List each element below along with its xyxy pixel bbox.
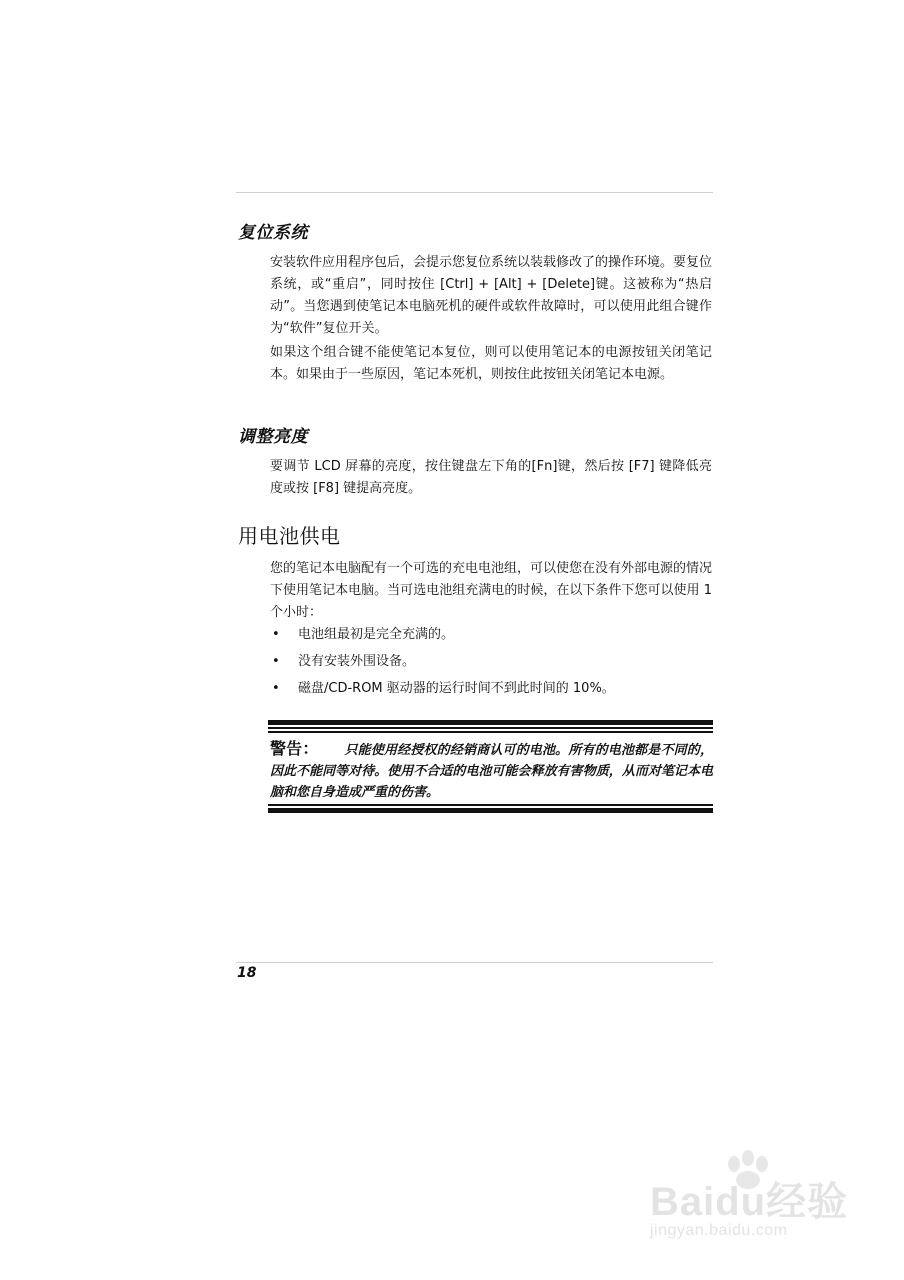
battery-conditions-list (270, 624, 712, 705)
warning-top-rule (268, 720, 713, 733)
list-item-text: 电池组最初是完全充满的。 (298, 627, 455, 642)
bullet-icon: • (272, 627, 280, 642)
heading-adjust-brightness: 调整亮度 (238, 427, 308, 447)
warning-bottom-rule (268, 804, 713, 813)
bullet-icon: • (272, 681, 280, 696)
footer-divider (236, 962, 713, 963)
watermark-url: jingyan.baidu.com (650, 1222, 788, 1239)
page-number: 18 (237, 965, 257, 981)
baidu-watermark (640, 1150, 860, 1250)
reset-paragraph-1: 安装软件应用程序包后，会提示您复位系统以装载修改了的操作环境。要复位系统，或“重启”，同时按住 [Ctrl] + [Alt] + [Delete]键。这被称为“热启动”。当您遇到使笔记本电脑死机的硬件或软件故障时，可以使用此组合键作为“软件”复位开关。 (270, 255, 713, 336)
reset-paragraph-2: 如果这个组合键不能使笔记本复位，则可以使用笔记本的电源按钮关闭笔记本。如果由于一些原因，笔记本死机，则按住此按钮关闭笔记本电源。 (270, 345, 712, 382)
watermark-brand: Baidu经验 (650, 1180, 849, 1224)
header-divider (236, 192, 713, 193)
list-item-text: 没有安装外围设备。 (298, 654, 416, 669)
warning-text: 只能使用经授权的经销商认可的电池。所有的电池都是不同的，因此不能同等对待。使用不合适的电池可能会释放有害物质，从而对笔记本电脑和您自身造成严重的伤害。 (270, 743, 713, 800)
bullet-icon: • (272, 654, 280, 669)
battery-paragraph: 您的笔记本电脑配有一个可选的充电电池组，可以使您在没有外部电源的情况下使用笔记本电脑。当可选电池组充满电的时候，在以下条件下您可以使用 1 个小时： (270, 561, 713, 620)
list-item (270, 678, 712, 705)
warning-label: 警告： (270, 739, 319, 758)
list-item (270, 624, 712, 651)
list-item (270, 651, 712, 678)
heading-battery-power: 用电池供电 (238, 524, 341, 548)
heading-reset-system: 复位系统 (238, 223, 308, 243)
brightness-paragraph: 要调节 LCD 屏幕的亮度，按住键盘左下角的[Fn]键，然后按 [F7] 键降低亮度或按 [F8] 键提高亮度。 (270, 459, 712, 496)
list-item-text: 磁盘/CD-ROM 驱动器的运行时间不到此时间的 10%。 (298, 681, 615, 696)
warning-box (270, 738, 713, 803)
